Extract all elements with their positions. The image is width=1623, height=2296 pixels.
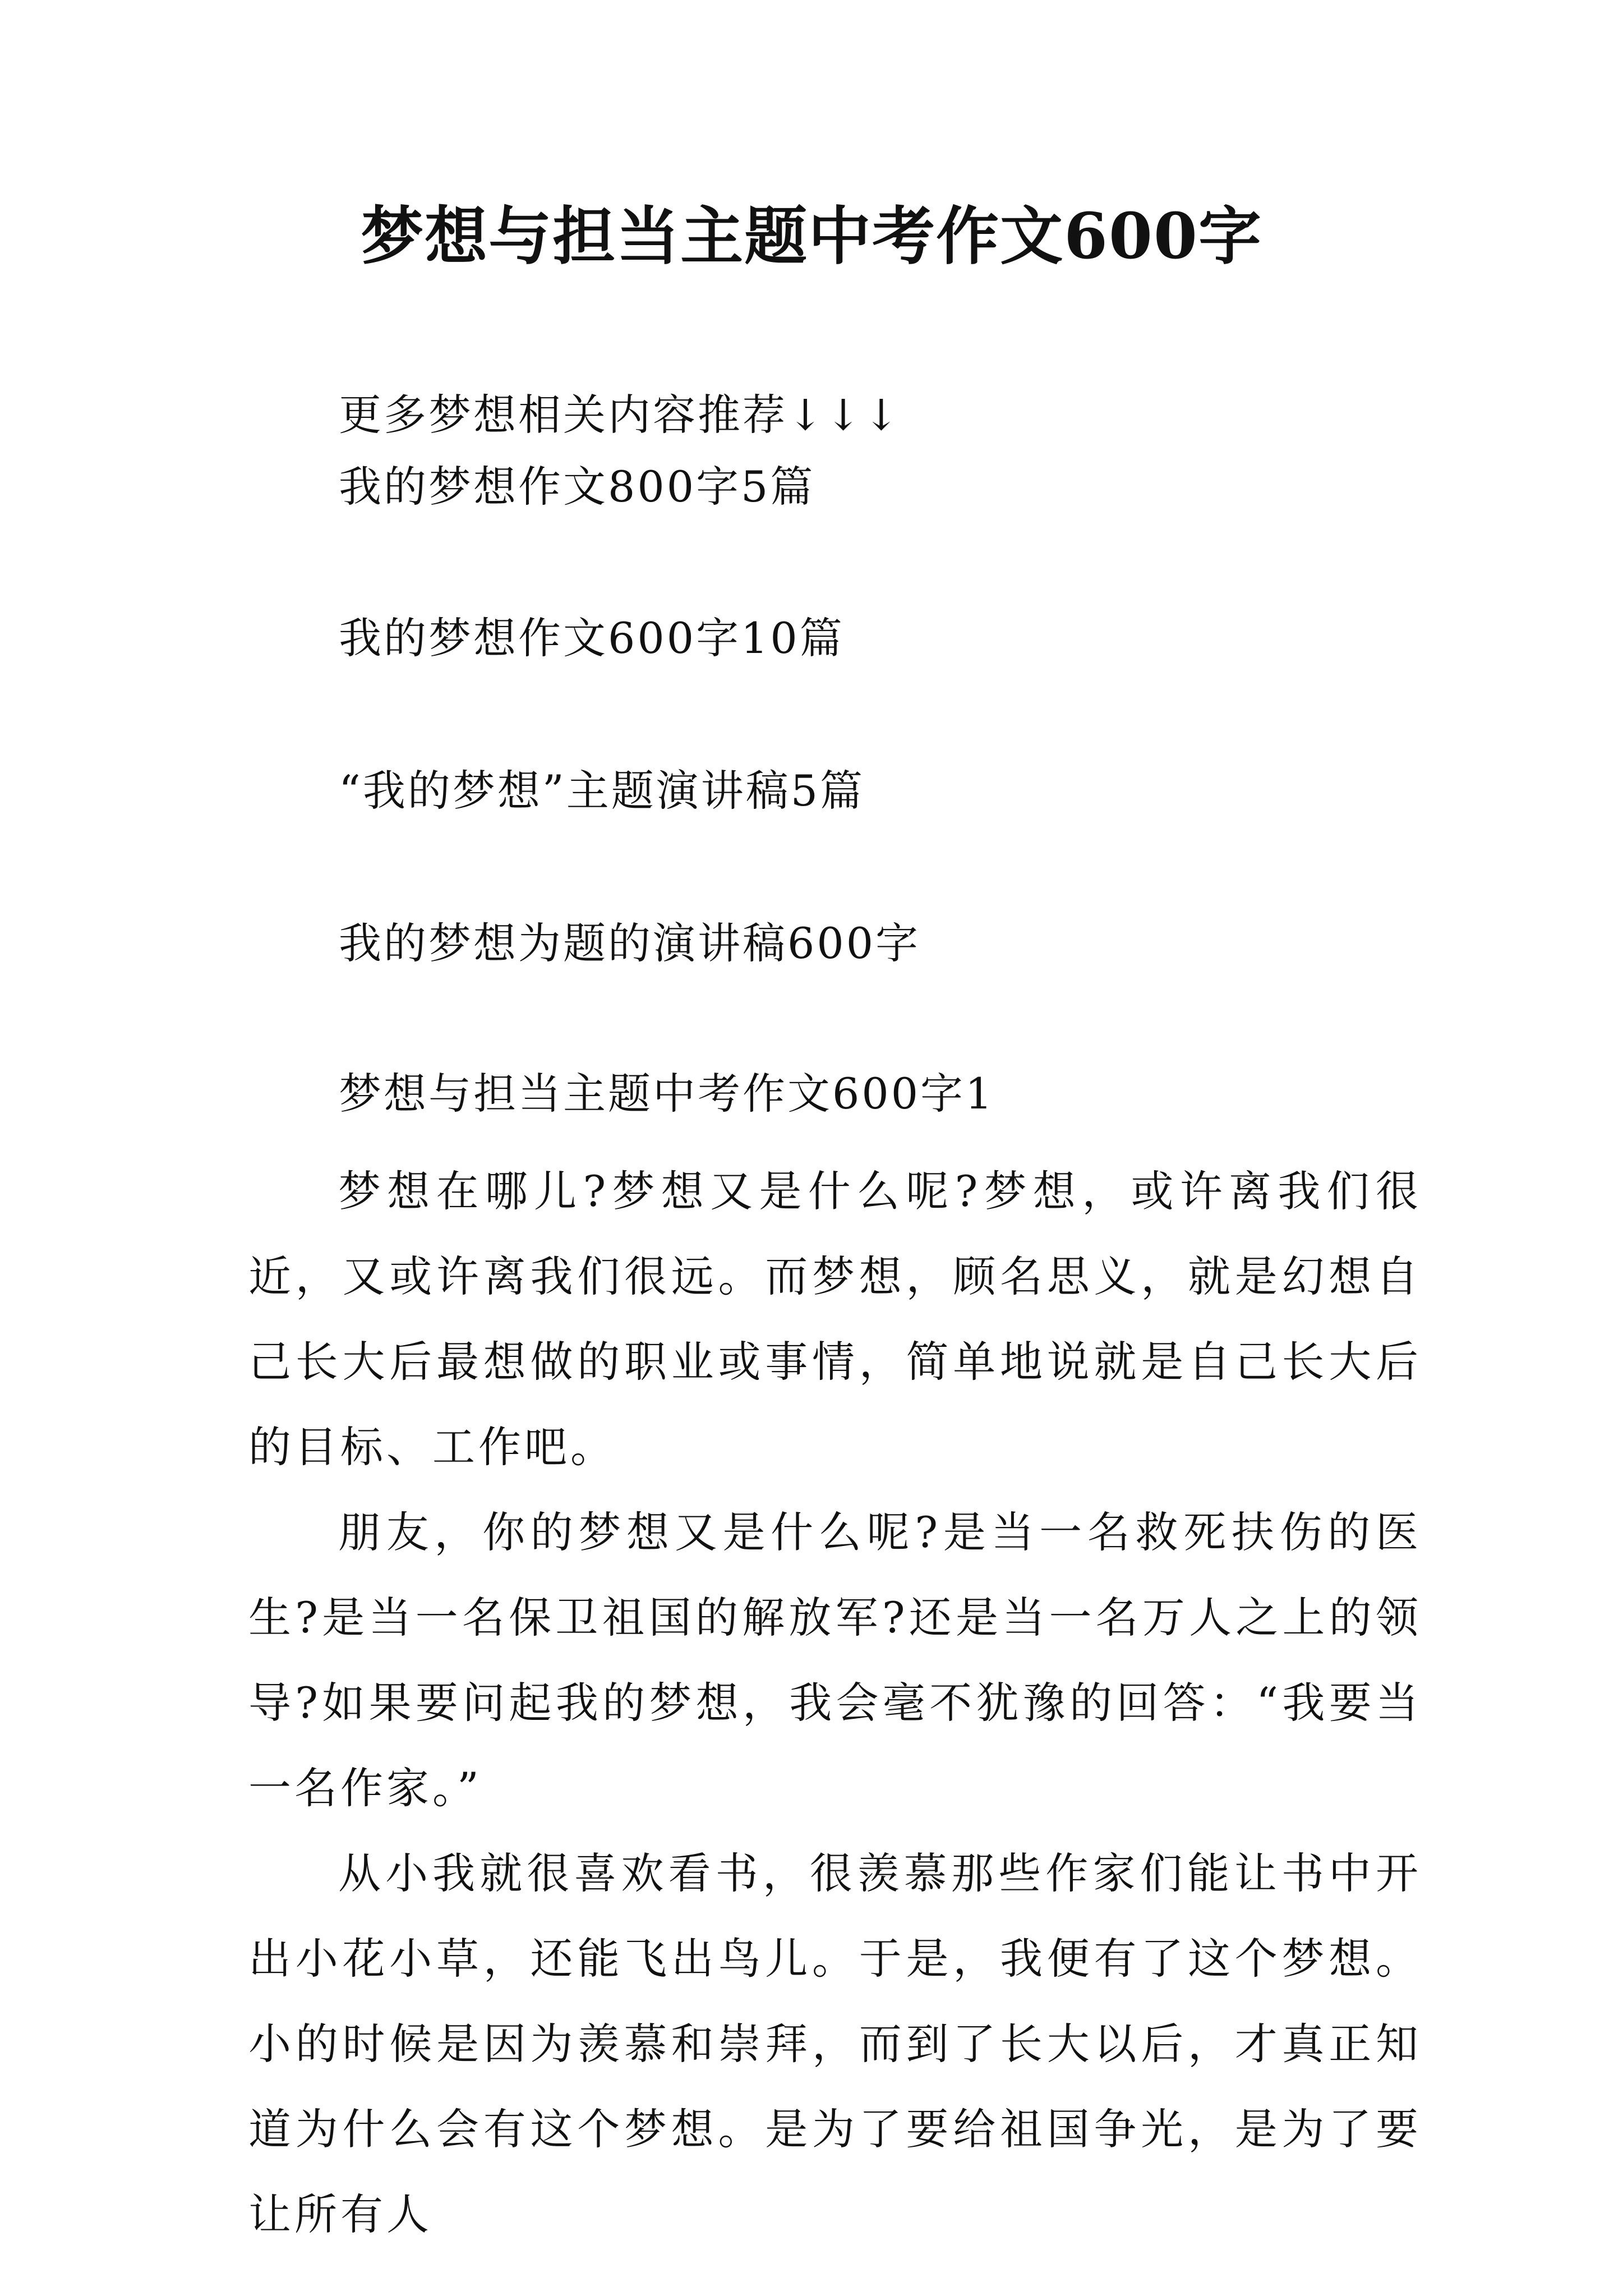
paragraph: 朋友，你的梦想又是什么呢?是当一名救死扶伤的医生?是当一名保卫祖国的解放军?还是当一名万人之上的领导?如果要问起我的梦想，我会毫不犹豫的回答：“我要当一名作家。” (248, 1507, 1422, 1813)
recommend-link[interactable]: “我的梦想”主题演讲稿5篇 (339, 766, 865, 816)
recommend-header: 更多梦想相关内容推荐↓↓↓ (339, 390, 902, 440)
document-title: 梦想与担当主题中考作文600字 (361, 200, 1262, 273)
recommend-link[interactable]: 我的梦想作文600字10篇 (339, 613, 845, 663)
paragraph: 从小我就很喜欢看书，很羡慕那些作家们能让书中开出小花小草，还能飞出鸟儿。于是，我便有了这个梦想。小的时候是因为羡慕和崇拜，而到了长大以后，才真正知道为什么会有这个梦想。是为了要给祖国争光，是为了要让所有人 (248, 1848, 1422, 2239)
paragraph: 梦想在哪儿?梦想又是什么呢?梦想，或许离我们很近，又或许离我们很远。而梦想，顾名思义，就是幻想自己长大后最想做的职业或事情，简单地说就是自己长大后的目标、工作吧。 (248, 1166, 1422, 1472)
article-body (248, 1149, 1422, 2257)
recommend-link[interactable]: 我的梦想为题的演讲稿600字 (339, 918, 921, 968)
section-title: 梦想与担当主题中考作文600字1 (339, 1069, 995, 1119)
recommend-link[interactable]: 我的梦想作文800字5篇 (339, 462, 815, 512)
